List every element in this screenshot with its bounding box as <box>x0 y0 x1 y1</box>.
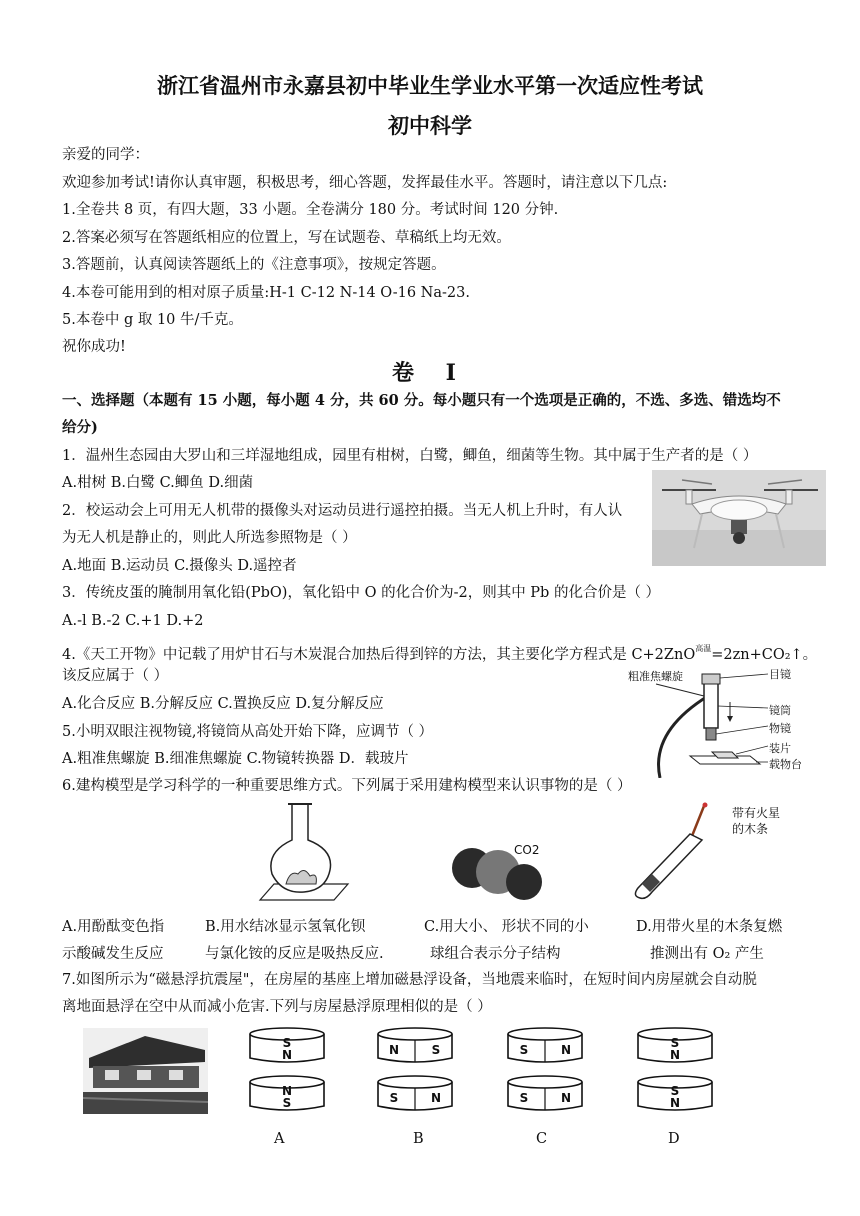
q6-text: 6.建构模型是学习科学的一种重要思维方式。下列属于采用建构模型来认识事物的是（ ） <box>62 778 632 794</box>
magnet-pole-right: N <box>560 1043 572 1057</box>
magnet-pole-lower: S <box>282 1096 292 1110</box>
q4-text-line2: 该反应属于（ ） <box>62 668 169 684</box>
magnet-pole-right: N <box>430 1091 442 1105</box>
magnet-options-diagram <box>240 1024 730 1120</box>
magnet-top <box>508 1076 582 1088</box>
q6-option-a-line1: A.用酚酞变色指 <box>62 919 165 935</box>
q6-option-c-line1: C.用大小、 形状不同的小 <box>424 919 589 935</box>
intro-rule-2: 2.答案必须写在答题纸相应的位置上，写在试题卷、草稿纸上均无效。 <box>62 230 511 246</box>
q2-options: A.地面 B.运动员 C.摄像头 D.遥控者 <box>62 558 297 574</box>
q4-text-part1: 4.《天工开物》中记载了用炉甘石与木炭混合加热后得到锌的方法，其主要化学方程式是 C+2ZnO <box>62 647 696 663</box>
magnet-pole-upper: N <box>281 1084 293 1098</box>
magnet-pole-upper: S <box>670 1084 680 1098</box>
intro-rule-4: 4.本卷可能用到的相对原子质量:H-1 C-12 N-14 O-16 Na-23. <box>62 285 470 301</box>
flask-image <box>252 800 352 905</box>
q5-options: A.粗准焦螺旋 B.细准焦螺旋 C.物镜转换器 D．载玻片 <box>62 751 409 767</box>
q6-option-b-line1: B.用水结冰显示氢氧化钡 <box>205 919 366 935</box>
choice-label-a: A <box>274 1131 285 1147</box>
q2-text-line1: 2．校运动会上可用无人机带的摄像头对运动员进行遥控拍摄。当无人机上升时，有人认 <box>62 503 623 519</box>
label-tube: 镜筒 <box>769 704 791 717</box>
intro-greeting: 亲爱的同学： <box>62 147 149 163</box>
q6-option-d-line2: 推测出有 O₂ 产生 <box>650 946 764 962</box>
label-coarse-focus: 粗准焦螺旋 <box>628 670 683 683</box>
q6-option-c-line2: 球组合表示分子结构 <box>430 946 561 962</box>
subject-title: 初中科学 <box>388 113 472 138</box>
test-tube-image <box>628 802 738 902</box>
drone-image <box>652 470 826 566</box>
intro-rule-1: 1.全卷共 8 页，有四大题，33 小题。全卷满分 180 分。考试时间 120 分钟. <box>62 202 559 218</box>
section-heading-line2: 给分) <box>62 419 98 436</box>
intro-welcome: 欢迎参加考试!请你认真审题，积极思考，细心答题，发挥最佳水平。答题时，请注意以下几点: <box>62 175 668 191</box>
q6-option-a-line2: 示酸碱发生反应 <box>62 946 164 962</box>
q2-text-line2: 为无人机是静止的，则此人所选参照物是（ ） <box>62 530 357 546</box>
magnet-pole-right: N <box>560 1091 572 1105</box>
q1-options: A.柑树 B.白鹭 C.鲫鱼 D.细菌 <box>62 475 254 491</box>
magnet-pole-lower: N <box>669 1096 681 1110</box>
levitating-house-image <box>83 1028 208 1114</box>
magnet-pole-upper: S <box>282 1036 292 1050</box>
q4-text-part2: =2zn+CO₂↑。 <box>711 647 818 663</box>
magnet-pole-lower: N <box>281 1048 293 1062</box>
choice-label-c: C <box>536 1131 548 1147</box>
splint-label: 带有火星的木条 <box>732 806 781 836</box>
q5-text: 5.小明双眼注视物镜,将镜筒从高处开始下降，应调节（ ） <box>62 724 434 740</box>
label-eyepiece: 目镜 <box>769 668 791 681</box>
choice-label-b: B <box>413 1131 424 1147</box>
co2-label: CO2 <box>514 843 540 857</box>
magnet-top <box>378 1076 452 1088</box>
intro-rule-3: 3.答题前，认真阅读答题纸上的《注意事项》，按规定答题。 <box>62 257 446 273</box>
magnet-pole-upper: S <box>670 1036 680 1050</box>
q4-condition: 高温 <box>695 644 712 653</box>
choice-label-d: D <box>668 1131 680 1147</box>
q3-options: A.-l B.-2 C.+1 D.+2 <box>62 613 204 629</box>
q6-option-d-line1: D.用带火星的木条复燃 <box>636 919 783 935</box>
magnet-pole-left: S <box>519 1091 529 1105</box>
magnet-pole-left: S <box>519 1043 529 1057</box>
magnet-pole-lower: N <box>669 1048 681 1062</box>
magnet-top <box>378 1028 452 1040</box>
volume-heading: 卷 I <box>392 360 468 386</box>
q3-text: 3．传统皮蛋的腌制用氧化铅(PbO)，氧化铅中 O 的化合价为-2，则其中 Pb 的化合价是（ ） <box>62 585 661 601</box>
q4-options: A.化合反应 B.分解反应 C.置换反应 D.复分解反应 <box>62 696 384 712</box>
label-slide: 装片 <box>769 742 791 755</box>
intro-rule-5: 5.本卷中 g 取 10 牛/千克。 <box>62 312 243 328</box>
q7-text-line1: 7.如图所示为“磁悬浮抗震屋"，在房屋的基座上增加磁悬浮设备，当地震来临时，在短时间内房屋就会自动脱 <box>62 972 757 988</box>
section-heading-line1: 一、选择题（本题有 15 小题，每小题 4 分，共 60 分。每小题只有一个选项是正确的，不选、多选、错选均不 <box>62 392 781 409</box>
q7-text-line2: 离地面悬浮在空中从而减小危害.下列与房屋悬浮原理相似的是（ ） <box>62 999 492 1015</box>
magnet-pole-right: S <box>431 1043 441 1057</box>
exam-title: 浙江省温州市永嘉县初中毕业生学业水平第一次适应性考试 <box>157 73 703 98</box>
label-objective: 物镜 <box>769 722 791 735</box>
label-stage: 载物台 <box>769 758 802 771</box>
q1-text: 1．温州生态园由大罗山和三垟湿地组成，园里有柑树，白鹭，鲫鱼，细菌等生物。其中属于生产者的是（ ） <box>62 448 758 464</box>
intro-closing: 祝你成功! <box>62 339 126 355</box>
magnet-pole-left: S <box>389 1091 399 1105</box>
q6-option-b-line2: 与氯化铵的反应是吸热反应. <box>205 946 384 962</box>
magnet-pole-left: N <box>388 1043 400 1057</box>
magnet-top <box>508 1028 582 1040</box>
